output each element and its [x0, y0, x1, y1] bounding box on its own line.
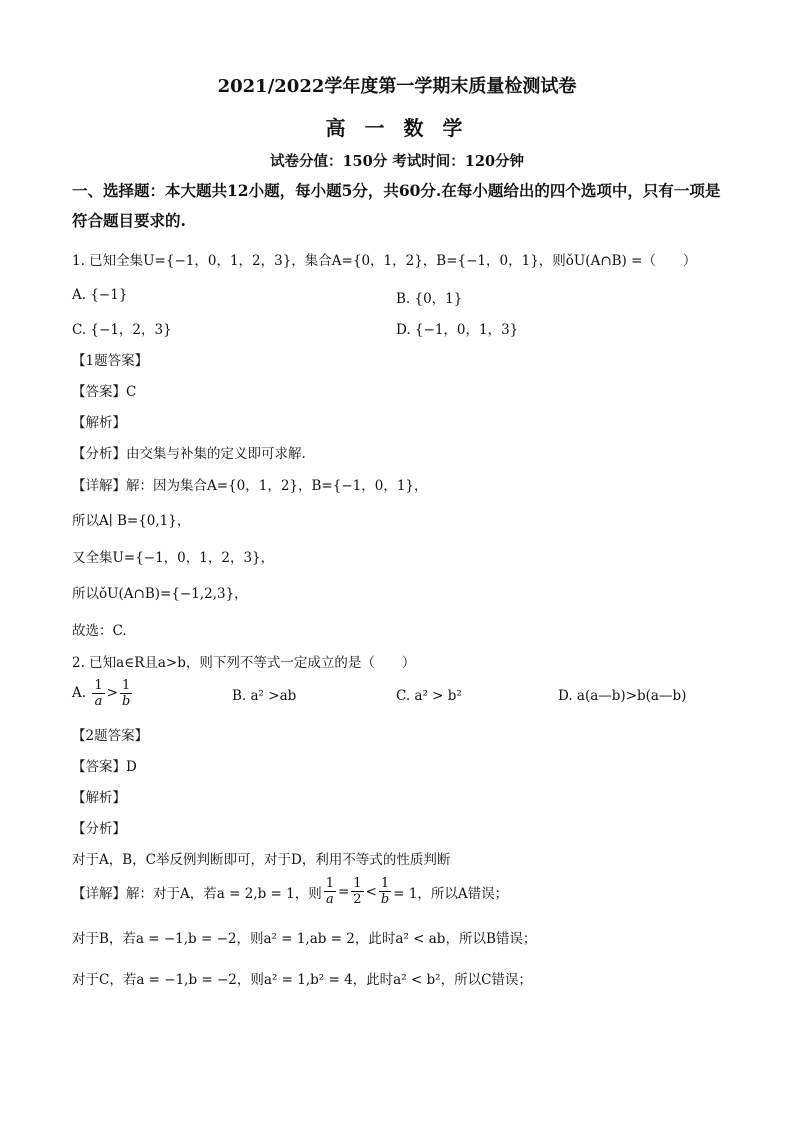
q2-option-a-label: A.	[72, 685, 87, 701]
q1-step-2: 又全集U={−1，0，1，2，3}，	[72, 550, 275, 566]
q1-option-c: C. {−1，2，3}	[72, 322, 172, 338]
q1-stem	[72, 249, 696, 269]
fraction-denominator: b	[121, 694, 131, 709]
fraction-1-over-a	[324, 876, 336, 907]
fraction-numerator: 1	[353, 876, 362, 891]
q2-option-b: B. a² >ab	[232, 688, 297, 704]
q1-detail: 【详解】解：因为集合A={0，1，2}，B={−1，0，1}，	[72, 478, 428, 494]
q2-fenxi: 【分析】	[72, 821, 126, 837]
fraction-numerator: 1	[94, 678, 103, 693]
q2-answer: 【答案】D	[72, 759, 137, 775]
q1-answer: 【答案】C	[72, 384, 137, 400]
q1-option-d: D. {−1，0，1，3}	[396, 322, 519, 338]
q1-conclusion: 故选：C.	[72, 623, 127, 639]
fraction-numerator: 1	[325, 876, 334, 891]
q2-detail-prefix: 【详解】解：对于A，若a = 2,b = 1，则	[72, 885, 322, 902]
lt-sign: <	[365, 883, 377, 900]
fraction-1-over-b	[120, 678, 132, 709]
subject-title: 高 一 数 学	[325, 116, 469, 140]
q1-stem-tail: ǒU(A∩B) =（ ）	[565, 253, 697, 269]
q1-option-b: B. {0，1}	[396, 291, 463, 307]
section-heading: 一、选择题：本大题共12小题，每小题5分，共60分.在每小题给出的四个选项中，只有一项是符合题目要求的.	[72, 181, 721, 230]
equals-sign: =	[337, 883, 350, 900]
q2-analysis-tag: 【解析】	[72, 790, 126, 806]
q2-answer-tag: 【2题答案】	[72, 728, 149, 744]
q1-step-3: 所以ǒU(A∩B)={−1,2,3}，	[72, 586, 248, 602]
q2-fenxi-text: 对于A，B，C举反例判断即可，对于D，利用不等式的性质判断	[72, 852, 451, 868]
q2-detail-suffix: = 1，所以A错误；	[393, 885, 509, 902]
fraction-numerator: 1	[380, 876, 390, 891]
q2-option-c: C. a² > b²	[396, 688, 462, 704]
fraction-1-over-a	[92, 678, 104, 709]
q1-analysis-tag: 【解析】	[72, 415, 126, 431]
fraction-denominator: a	[325, 892, 334, 907]
q1-option-a: A. {−1}	[72, 287, 128, 303]
q2-stem: 2. 已知a∈R且a>b，则下列不等式一定成立的是（ ）	[72, 655, 416, 671]
q2-option-d: D. a(a—b)>b(a—b)	[558, 688, 687, 704]
q1-fenxi: 【分析】由交集与补集的定义即可求解.	[72, 446, 306, 462]
q2-detail	[72, 876, 508, 907]
exam-info: 试卷分值：150分 考试时间：120分钟	[269, 153, 525, 170]
gt-sign: >	[106, 685, 118, 701]
fraction-denominator: a	[94, 694, 103, 709]
q2-option-a	[72, 678, 134, 709]
fraction-denominator: b	[380, 892, 390, 907]
fraction-denominator: 2	[353, 892, 362, 907]
q1-step-1: 所以A∣ B={0,1}，	[72, 513, 191, 529]
exam-title: 2021/2022学年度第一学期末质量检测试卷	[217, 76, 577, 97]
q2-case-c: 对于C，若a = −1,b = −2，则a² = 1,b² = 4，此时a² < b²，所以C错误；	[72, 972, 532, 988]
fraction-numerator: 1	[121, 678, 131, 693]
q1-answer-tag: 【1题答案】	[72, 353, 149, 369]
fraction-1-over-2	[351, 876, 363, 907]
fraction-1-over-b	[379, 876, 391, 907]
q1-stem-text: 1. 已知全集U={−1，0，1，2，3}，集合A={0，1，2}，B={−1，0，1}，则	[72, 253, 566, 269]
q2-case-b: 对于B，若a = −1,b = −2，则a² = 1,ab = 2，此时a² < ab，所以B错误；	[72, 931, 537, 947]
